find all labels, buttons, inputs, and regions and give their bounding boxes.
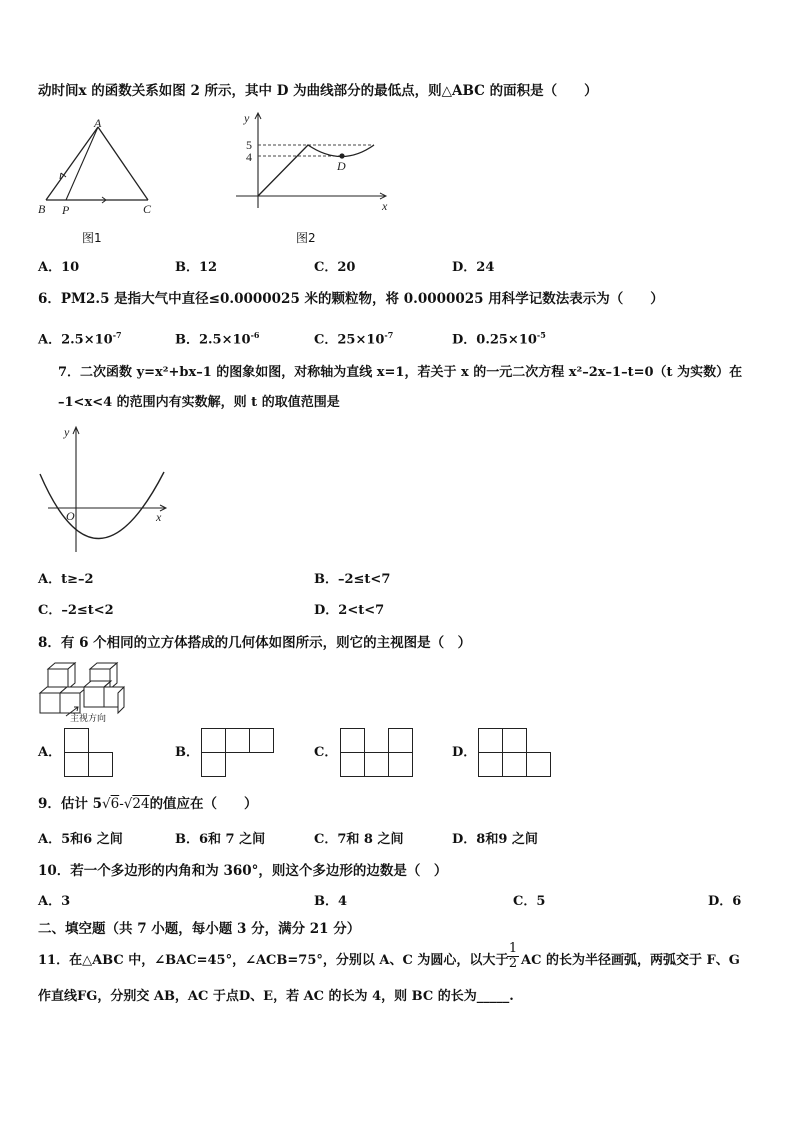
q7-option-d[interactable]: D．2<t<7: [314, 603, 385, 618]
q5-figure-1: [30, 115, 160, 245]
q8-option-b-label[interactable]: B．: [175, 745, 199, 760]
section-2-title: 二、填空题（共 7 小题，每小题 3 分，满分 21 分）: [38, 921, 361, 937]
q5-option-d[interactable]: D．24: [452, 260, 495, 275]
fig2-label-4: 4: [246, 150, 252, 164]
q7-stem-line2: –1<x<4 的范围内有实数解，则 t 的取值范围是: [58, 395, 340, 410]
q11-fraction-numerator: 1: [508, 941, 518, 956]
q7-option-a[interactable]: A．t≥–2: [38, 572, 94, 587]
q6-option-d[interactable]: D．$0.25\times 10^{-5}$: [452, 330, 546, 348]
q10-option-d[interactable]: D．6: [708, 894, 742, 909]
q6-option-c[interactable]: C．$25\times 10^{-7}$: [314, 330, 394, 348]
q9-stem: [38, 795, 258, 813]
q10-option-a[interactable]: A．3: [38, 894, 71, 909]
q7-option-c[interactable]: C．–2≤t<2: [38, 603, 114, 618]
q8-direction-label: 主视方向: [70, 714, 107, 724]
q11-line2: 作直线FG，分别交 AB，AC 于点D、E，若 AC 的长为 4，则 BC 的长为_____.: [38, 989, 514, 1004]
q8-option-d-label[interactable]: D．: [452, 745, 477, 760]
q7-option-b[interactable]: B．–2≤t<7: [314, 572, 391, 587]
q8-option-c-label[interactable]: C．: [314, 745, 338, 760]
fig1-label-b: B: [38, 202, 46, 216]
q11-fraction-denominator: 2: [508, 956, 518, 971]
q9-sqrt-24: √24: [123, 796, 150, 812]
q6-stem: 6．PM2.5 是指大气中直径≤0.0000025 米的颗粒物，将 0.0000025 用科学记数法表示为（ ）: [38, 291, 664, 307]
q5-figure-2: [236, 108, 396, 218]
q5-stem: 动时间x 的函数关系如图 2 所示，其中 D 为曲线部分的最低点，则△ABC 的面积是（ ）: [38, 83, 598, 99]
q8-option-a-view[interactable]: [64, 728, 114, 778]
fig2-label-5: 5: [246, 138, 252, 152]
q6-option-b[interactable]: B．$2.5\times 10^{-6}$: [175, 330, 260, 348]
q10-stem: 10．若一个多边形的内角和为 360°，则这个多边形的边数是（ ）: [38, 863, 448, 879]
q10-option-c[interactable]: C．5: [513, 894, 546, 909]
fig2-label-x: x: [382, 199, 388, 213]
q9-option-b[interactable]: B．6和 7 之间: [175, 832, 266, 847]
q11-line1-a: 11．在△ABC 中，∠BAC=45°，∠ACB=75°，分别以 A、C 为圆心，以大于: [38, 953, 509, 968]
q9-sqrt-6: √6: [102, 796, 120, 812]
fig2-label-d: D: [337, 159, 346, 173]
q7-label-y: y: [64, 425, 70, 439]
fig1-label-c: C: [143, 202, 152, 216]
q9-stem-suffix: 的值应在（ ）: [149, 796, 258, 812]
q5-fig1-caption: 图1: [82, 231, 102, 245]
q5-option-a[interactable]: A．10: [38, 260, 80, 275]
q9-option-c[interactable]: C．7和 8 之间: [314, 832, 404, 847]
q8-option-d-view[interactable]: [478, 728, 553, 778]
q8-option-b-view[interactable]: [201, 728, 276, 778]
q8-option-c-view[interactable]: [340, 728, 415, 778]
fig1-label-p: P: [62, 203, 70, 217]
q7-stem-line1: 7．二次函数 y=x²+bx–1 的图象如图，对称轴为直线 x=1，若关于 x 的一元二次方程 x²–2x–1–t=0（t 为实数）在: [58, 365, 743, 380]
q7-label-x: x: [156, 510, 162, 524]
q5-option-b[interactable]: B．12: [175, 260, 218, 275]
q6-option-a[interactable]: A．$2.5\times 10^{-7}$: [38, 330, 122, 348]
q7-parabola-graph: [36, 422, 176, 557]
q9-option-a[interactable]: A．5和6 之间: [38, 832, 123, 847]
q11-line1-b: AC 的长为半径画弧，两弧交于 F、G: [521, 953, 740, 968]
q9-stem-prefix: 9．估计 5: [38, 796, 102, 812]
q8-stem: 8．有 6 个相同的立方体搭成的几何体如图所示，则它的主视图是（ ）: [38, 635, 472, 651]
fig2-label-y: y: [244, 111, 250, 125]
q5-option-c[interactable]: C．20: [314, 260, 356, 275]
q8-option-a-label[interactable]: A．: [38, 745, 62, 760]
q5-fig2-caption: 图2: [296, 231, 316, 245]
q10-option-b[interactable]: B．4: [314, 894, 348, 909]
q9-minus: -: [119, 796, 124, 812]
q7-label-o: O: [66, 509, 75, 523]
fig1-label-a: A: [94, 116, 102, 130]
q11-fraction: [507, 942, 519, 971]
q9-option-d[interactable]: D．8和9 之间: [452, 832, 538, 847]
